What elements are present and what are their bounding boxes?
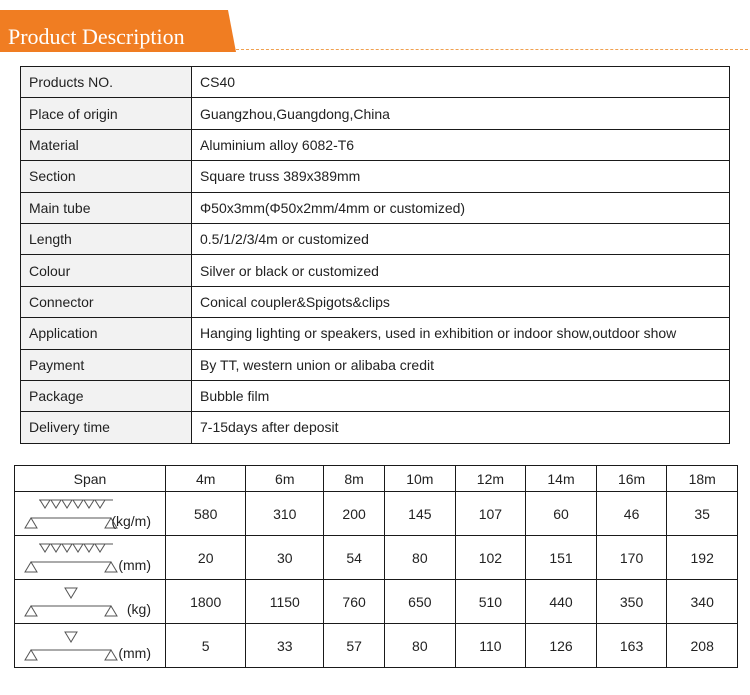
- spec-value: Silver or black or customized: [192, 255, 730, 286]
- spec-label: Application: [21, 318, 192, 349]
- load-value: 1800: [166, 580, 246, 624]
- spec-value: Conical coupler&Spigots&clips: [192, 286, 730, 317]
- spec-value: Guangzhou,Guangdong,China: [192, 98, 730, 129]
- section-banner: [0, 10, 236, 52]
- load-value: 350: [596, 580, 667, 624]
- load-value: 30: [246, 536, 324, 580]
- spec-row: [21, 412, 730, 443]
- load-value: 110: [455, 624, 526, 668]
- load-table-header: [15, 466, 738, 492]
- load-value: 57: [324, 624, 385, 668]
- banner-divider: [236, 49, 748, 50]
- spec-row: [21, 98, 730, 129]
- spec-label: Payment: [21, 349, 192, 380]
- load-value: 192: [667, 536, 738, 580]
- load-value: 650: [385, 580, 456, 624]
- spec-value: CS40: [192, 67, 730, 98]
- load-value: 310: [246, 492, 324, 536]
- spec-label: Place of origin: [21, 98, 192, 129]
- spec-value: Bubble film: [192, 380, 730, 411]
- spec-label: Main tube: [21, 192, 192, 223]
- spec-label: Colour: [21, 255, 192, 286]
- span-cell: 12m: [455, 466, 526, 492]
- spec-label: Section: [21, 161, 192, 192]
- spec-value: Aluminium alloy 6082-T6: [192, 129, 730, 160]
- span-cell: 18m: [667, 466, 738, 492]
- load-unit: (kg/m): [111, 513, 151, 529]
- load-row: [15, 624, 738, 668]
- span-cell: 10m: [385, 466, 456, 492]
- spec-value: 0.5/1/2/3/4m or customized: [192, 223, 730, 254]
- load-value: 54: [324, 536, 385, 580]
- load-row: [15, 492, 738, 536]
- load-value: 102: [455, 536, 526, 580]
- load-value: 510: [455, 580, 526, 624]
- spec-table: [20, 66, 730, 444]
- load-value: 170: [596, 536, 667, 580]
- spec-value: Square truss 389x389mm: [192, 161, 730, 192]
- spec-row: [21, 286, 730, 317]
- load-diagram-cell: [15, 492, 166, 536]
- load-value: 5: [166, 624, 246, 668]
- load-value: 760: [324, 580, 385, 624]
- section-title: Product Description: [8, 24, 185, 49]
- load-value: 126: [526, 624, 597, 668]
- load-unit: (mm): [118, 645, 151, 661]
- load-value: 80: [385, 536, 456, 580]
- load-table: [14, 465, 738, 668]
- span-cell: 6m: [246, 466, 324, 492]
- spec-row: [21, 161, 730, 192]
- spec-row: [21, 380, 730, 411]
- load-value: 46: [596, 492, 667, 536]
- load-diagram-cell: [15, 536, 166, 580]
- load-value: 163: [596, 624, 667, 668]
- spec-row: [21, 223, 730, 254]
- spec-row: [21, 349, 730, 380]
- spec-label: Delivery time: [21, 412, 192, 443]
- span-cell: 4m: [166, 466, 246, 492]
- load-diagram-cell: [15, 624, 166, 668]
- load-value: 208: [667, 624, 738, 668]
- spec-value: Φ50x3mm(Φ50x2mm/4mm or customized): [192, 192, 730, 223]
- spec-label: Material: [21, 129, 192, 160]
- load-value: 151: [526, 536, 597, 580]
- load-value: 33: [246, 624, 324, 668]
- load-unit: (mm): [118, 557, 151, 573]
- load-value: 20: [166, 536, 246, 580]
- load-value: 145: [385, 492, 456, 536]
- spec-value: Hanging lighting or speakers, used in exhibition or indoor show,outdoor show: [192, 318, 730, 349]
- load-value: 340: [667, 580, 738, 624]
- load-value: 440: [526, 580, 597, 624]
- load-value: 80: [385, 624, 456, 668]
- spec-label: Products NO.: [21, 67, 192, 98]
- load-row: [15, 580, 738, 624]
- load-diagram-cell: [15, 580, 166, 624]
- load-value: 1150: [246, 580, 324, 624]
- span-cell: 8m: [324, 466, 385, 492]
- spec-row: [21, 192, 730, 223]
- spec-label: Length: [21, 223, 192, 254]
- load-value: 60: [526, 492, 597, 536]
- spec-row: [21, 255, 730, 286]
- spec-row: [21, 318, 730, 349]
- load-value: 107: [455, 492, 526, 536]
- span-cell: 16m: [596, 466, 667, 492]
- spec-row: [21, 67, 730, 98]
- load-value: 200: [324, 492, 385, 536]
- load-row: [15, 536, 738, 580]
- spec-row: [21, 129, 730, 160]
- span-cell: 14m: [526, 466, 597, 492]
- spec-value: 7-15days after deposit: [192, 412, 730, 443]
- load-value: 35: [667, 492, 738, 536]
- span-header: Span: [15, 466, 166, 492]
- spec-label: Package: [21, 380, 192, 411]
- load-value: 580: [166, 492, 246, 536]
- load-unit: (kg): [126, 601, 151, 617]
- spec-label: Connector: [21, 286, 192, 317]
- spec-value: By TT, western union or alibaba credit: [192, 349, 730, 380]
